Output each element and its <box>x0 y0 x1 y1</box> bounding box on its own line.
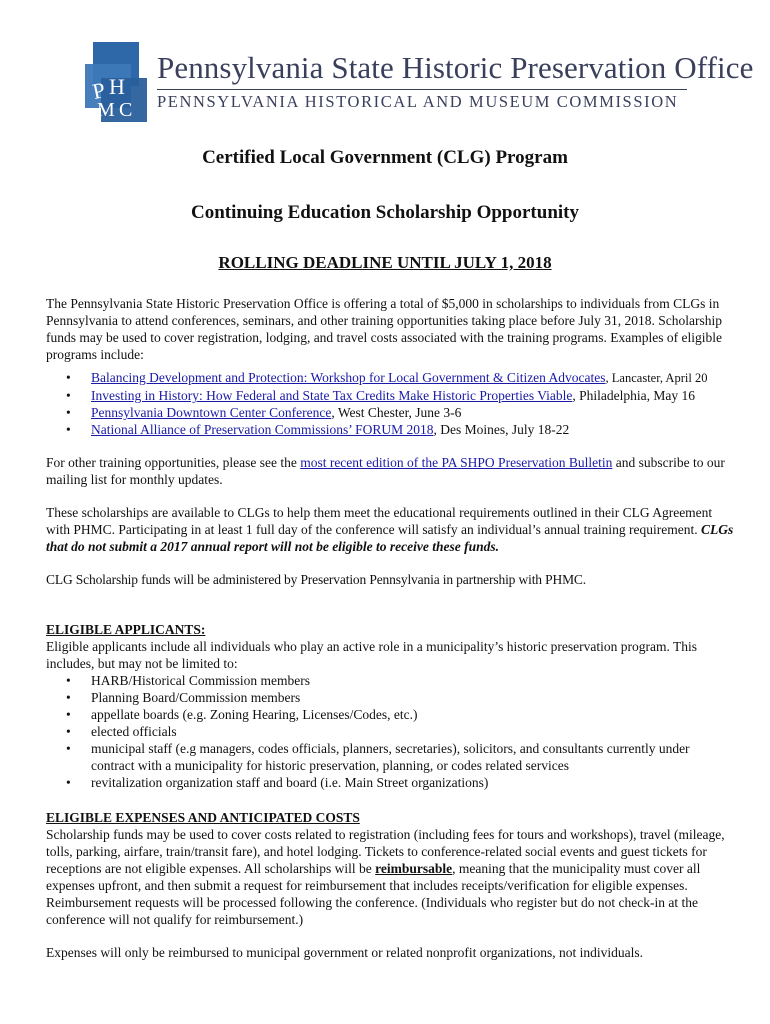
reimbursable-emphasis: reimbursable <box>375 861 453 876</box>
eligible-programs-list <box>46 369 736 438</box>
annual-report-warning: CLGs that do not submit a 2017 annual report will not be eligible to receive these funds. <box>46 522 734 554</box>
spacer <box>46 791 736 809</box>
opportunity-title: Continuing Education Scholarship Opportunity <box>190 202 580 223</box>
program-link-balancing-development[interactable]: Balancing Development and Protection: Workshop for Local Government & Citizen Advocates <box>91 370 606 385</box>
logo-divider <box>157 89 687 90</box>
program-link-investing-in-history[interactable]: Investing in History: How Federal and State Tax Credits Make Historic Properties Viable <box>91 388 573 403</box>
list-item: • Planning Board/Commission members <box>46 689 736 706</box>
program-detail: , Lancaster, April 20 <box>605 371 708 385</box>
logo-letter-m: M <box>97 99 115 121</box>
expenses-text-end: , meaning that the municipality must cover all expenses upfront, and then submit a request for reimbursement that includes receipts/verification for eligible expenses. Reimbursement requests will be processed following the conference. (Individuals who register but do not check-in at the conference will not qualify for reimbursement.) <box>46 861 701 927</box>
spacer <box>46 928 736 944</box>
eligible-applicants-list <box>46 672 736 791</box>
other-training-text-end: and subscribe to our mailing list for monthly updates. <box>46 455 725 487</box>
list-item: • municipal staff (e.g managers, codes officials, planners, secretaries), solicitors, and consultants currently under contract with a municipality for historic preservation, planning, or codes related services <box>46 740 736 774</box>
other-training-paragraph <box>46 454 736 488</box>
deadline-heading: ROLLING DEADLINE UNTIL JULY 1, 2018 <box>218 253 552 272</box>
org-subtitle: PENNSYLVANIA HISTORICAL AND MUSEUM COMMISSION <box>157 92 679 111</box>
eligible-expenses-paragraph <box>46 826 736 928</box>
intro-paragraph: The Pennsylvania State Historic Preservation Office is offering a total of $5,000 in scholarships to individuals from CLGs in Pennsylvania to attend conferences, seminars, and other training opportunities taking place before July 31, 2018. Scholarship funds may be used to cover registration, lodging, and travel costs associated with the training programs. Examples of eligible programs include: <box>46 296 722 362</box>
program-title: Certified Local Government (CLG) Program <box>202 147 568 168</box>
org-name: Pennsylvania State Historic Preservation Office <box>157 50 754 85</box>
list-item <box>46 421 736 438</box>
list-item <box>46 387 736 404</box>
program-detail: , West Chester, June 3-6 <box>331 405 462 420</box>
preservation-bulletin-link[interactable]: most recent edition of the PA SHPO Preservation Bulletin <box>300 455 613 470</box>
administered-paragraph: CLG Scholarship funds will be administered by Preservation Pennsylvania in partnership with PHMC. <box>46 572 587 587</box>
program-detail: , Philadelphia, May 16 <box>572 388 696 403</box>
eligible-applicants-paragraph: Eligible applicants include all individuals who play an active role in a municipality’s historic preservation program. This includes, but may not be limited to: <box>46 639 697 671</box>
expenses-text: Scholarship funds may be used to cover costs related to registration (including fees for tours and workshops), travel (mileage, tolls, parking, airfare, train/transit fare), and hotel lodging. Tickets to conference-related social events and guest tickets for receptions are not eligible expenses. All scholarships will be <box>46 827 725 876</box>
logo-letter-p: P <box>90 77 108 105</box>
spacer <box>46 438 736 454</box>
program-link-napc-forum[interactable]: National Alliance of Preservation Commissions’ FORUM 2018 <box>91 422 434 437</box>
program-detail: , Des Moines, July 18-22 <box>433 422 570 437</box>
list-item: • appellate boards (e.g. Zoning Hearing, Licenses/Codes, etc.) <box>46 706 736 723</box>
reimbursement-note: Expenses will only be reimbursed to municipal government or related nonprofit organizations, not individuals. <box>46 945 643 960</box>
list-item <box>46 369 736 387</box>
list-item <box>46 404 736 421</box>
program-link-downtown-center[interactable]: Pennsylvania Downtown Center Conference <box>91 405 332 420</box>
list-item: • revitalization organization staff and board (i.e. Main Street organizations) <box>46 774 736 791</box>
purpose-text: These scholarships are available to CLGs to help them meet the educational requirements outlined in their CLG Agreement with PHMC. Participating in at least 1 full day of the conference will satisfy an individual’s annual training requirement. <box>46 505 713 537</box>
spacer <box>46 555 736 571</box>
spacer <box>46 488 736 504</box>
other-training-text: For other training opportunities, please see the <box>46 455 301 470</box>
list-item: • HARB/Historical Commission members <box>46 672 736 689</box>
eligible-expenses-heading: ELIGIBLE EXPENSES AND ANTICIPATED COSTS <box>46 810 360 825</box>
document-body <box>46 295 736 961</box>
spacer <box>46 588 736 621</box>
logo-letter-h: H <box>109 74 125 99</box>
phmc-logo <box>85 42 754 122</box>
purpose-paragraph <box>46 504 736 555</box>
eligible-applicants-heading: ELIGIBLE APPLICANTS: <box>46 622 206 637</box>
logo-letter-c: C <box>119 99 133 121</box>
list-item: • elected officials <box>46 723 736 740</box>
phmc-logo-mark <box>85 42 149 122</box>
